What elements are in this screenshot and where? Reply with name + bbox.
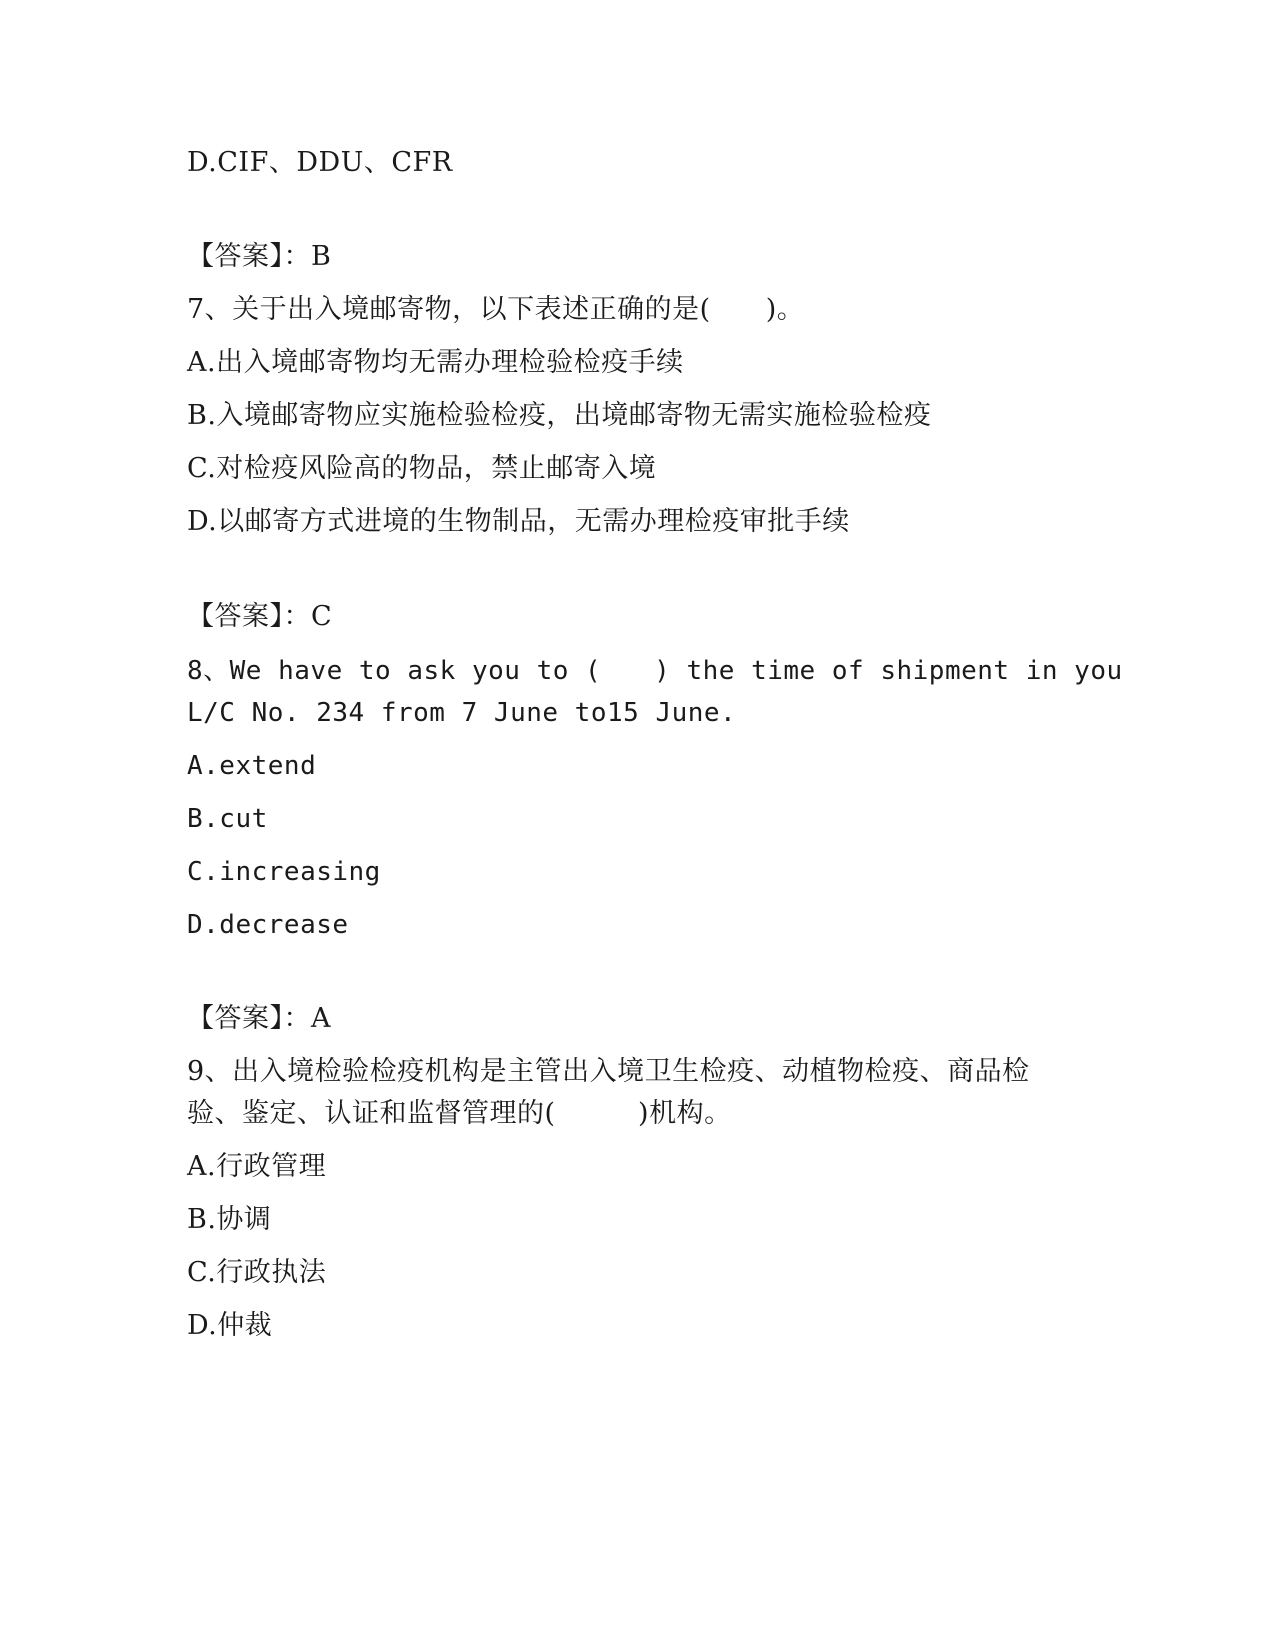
q7-stem: 7、关于出入境邮寄物，以下表述正确的是( )。 [187, 294, 805, 325]
q6-answer: 【答案】：B [187, 241, 332, 272]
q8-stem-line-2: L/C No. 234 from 7 June to15 June. [187, 698, 737, 728]
q8-option-d: D.decrease [187, 910, 349, 940]
q8-stem-line-1: 8、We have to ask you to ( ) the time of shipment in you [187, 656, 1123, 686]
q7-option-d: D.以邮寄方式进境的生物制品，无需办理检疫审批手续 [187, 506, 850, 537]
q7-answer: 【答案】：C [187, 601, 333, 632]
q6-option-d: D.CIF、DDU、CFR [187, 147, 453, 178]
q8-option-b: B.cut [187, 804, 268, 834]
q9-stem-line-1: 9、出入境检验检疫机构是主管出入境卫生检疫、动植物检疫、商品检 [187, 1056, 1030, 1087]
q9-option-a: A.行政管理 [187, 1151, 327, 1182]
q8-answer: 【答案】：A [187, 1003, 331, 1034]
q7-option-c: C.对检疫风险高的物品，禁止邮寄入境 [187, 453, 657, 484]
q9-option-c: C.行政执法 [187, 1257, 327, 1288]
q9-option-b: B.协调 [187, 1204, 272, 1235]
q9-stem-line-2: 验、鉴定、认证和监督管理的( )机构。 [187, 1098, 732, 1129]
q8-option-a: A.extend [187, 751, 317, 781]
q8-option-c: C.increasing [187, 857, 381, 887]
q7-option-b: B.入境邮寄物应实施检验检疫，出境邮寄物无需实施检验检疫 [187, 400, 932, 431]
q7-option-a: A.出入境邮寄物均无需办理检验检疫手续 [187, 347, 684, 378]
q9-option-d: D.仲裁 [187, 1310, 273, 1341]
